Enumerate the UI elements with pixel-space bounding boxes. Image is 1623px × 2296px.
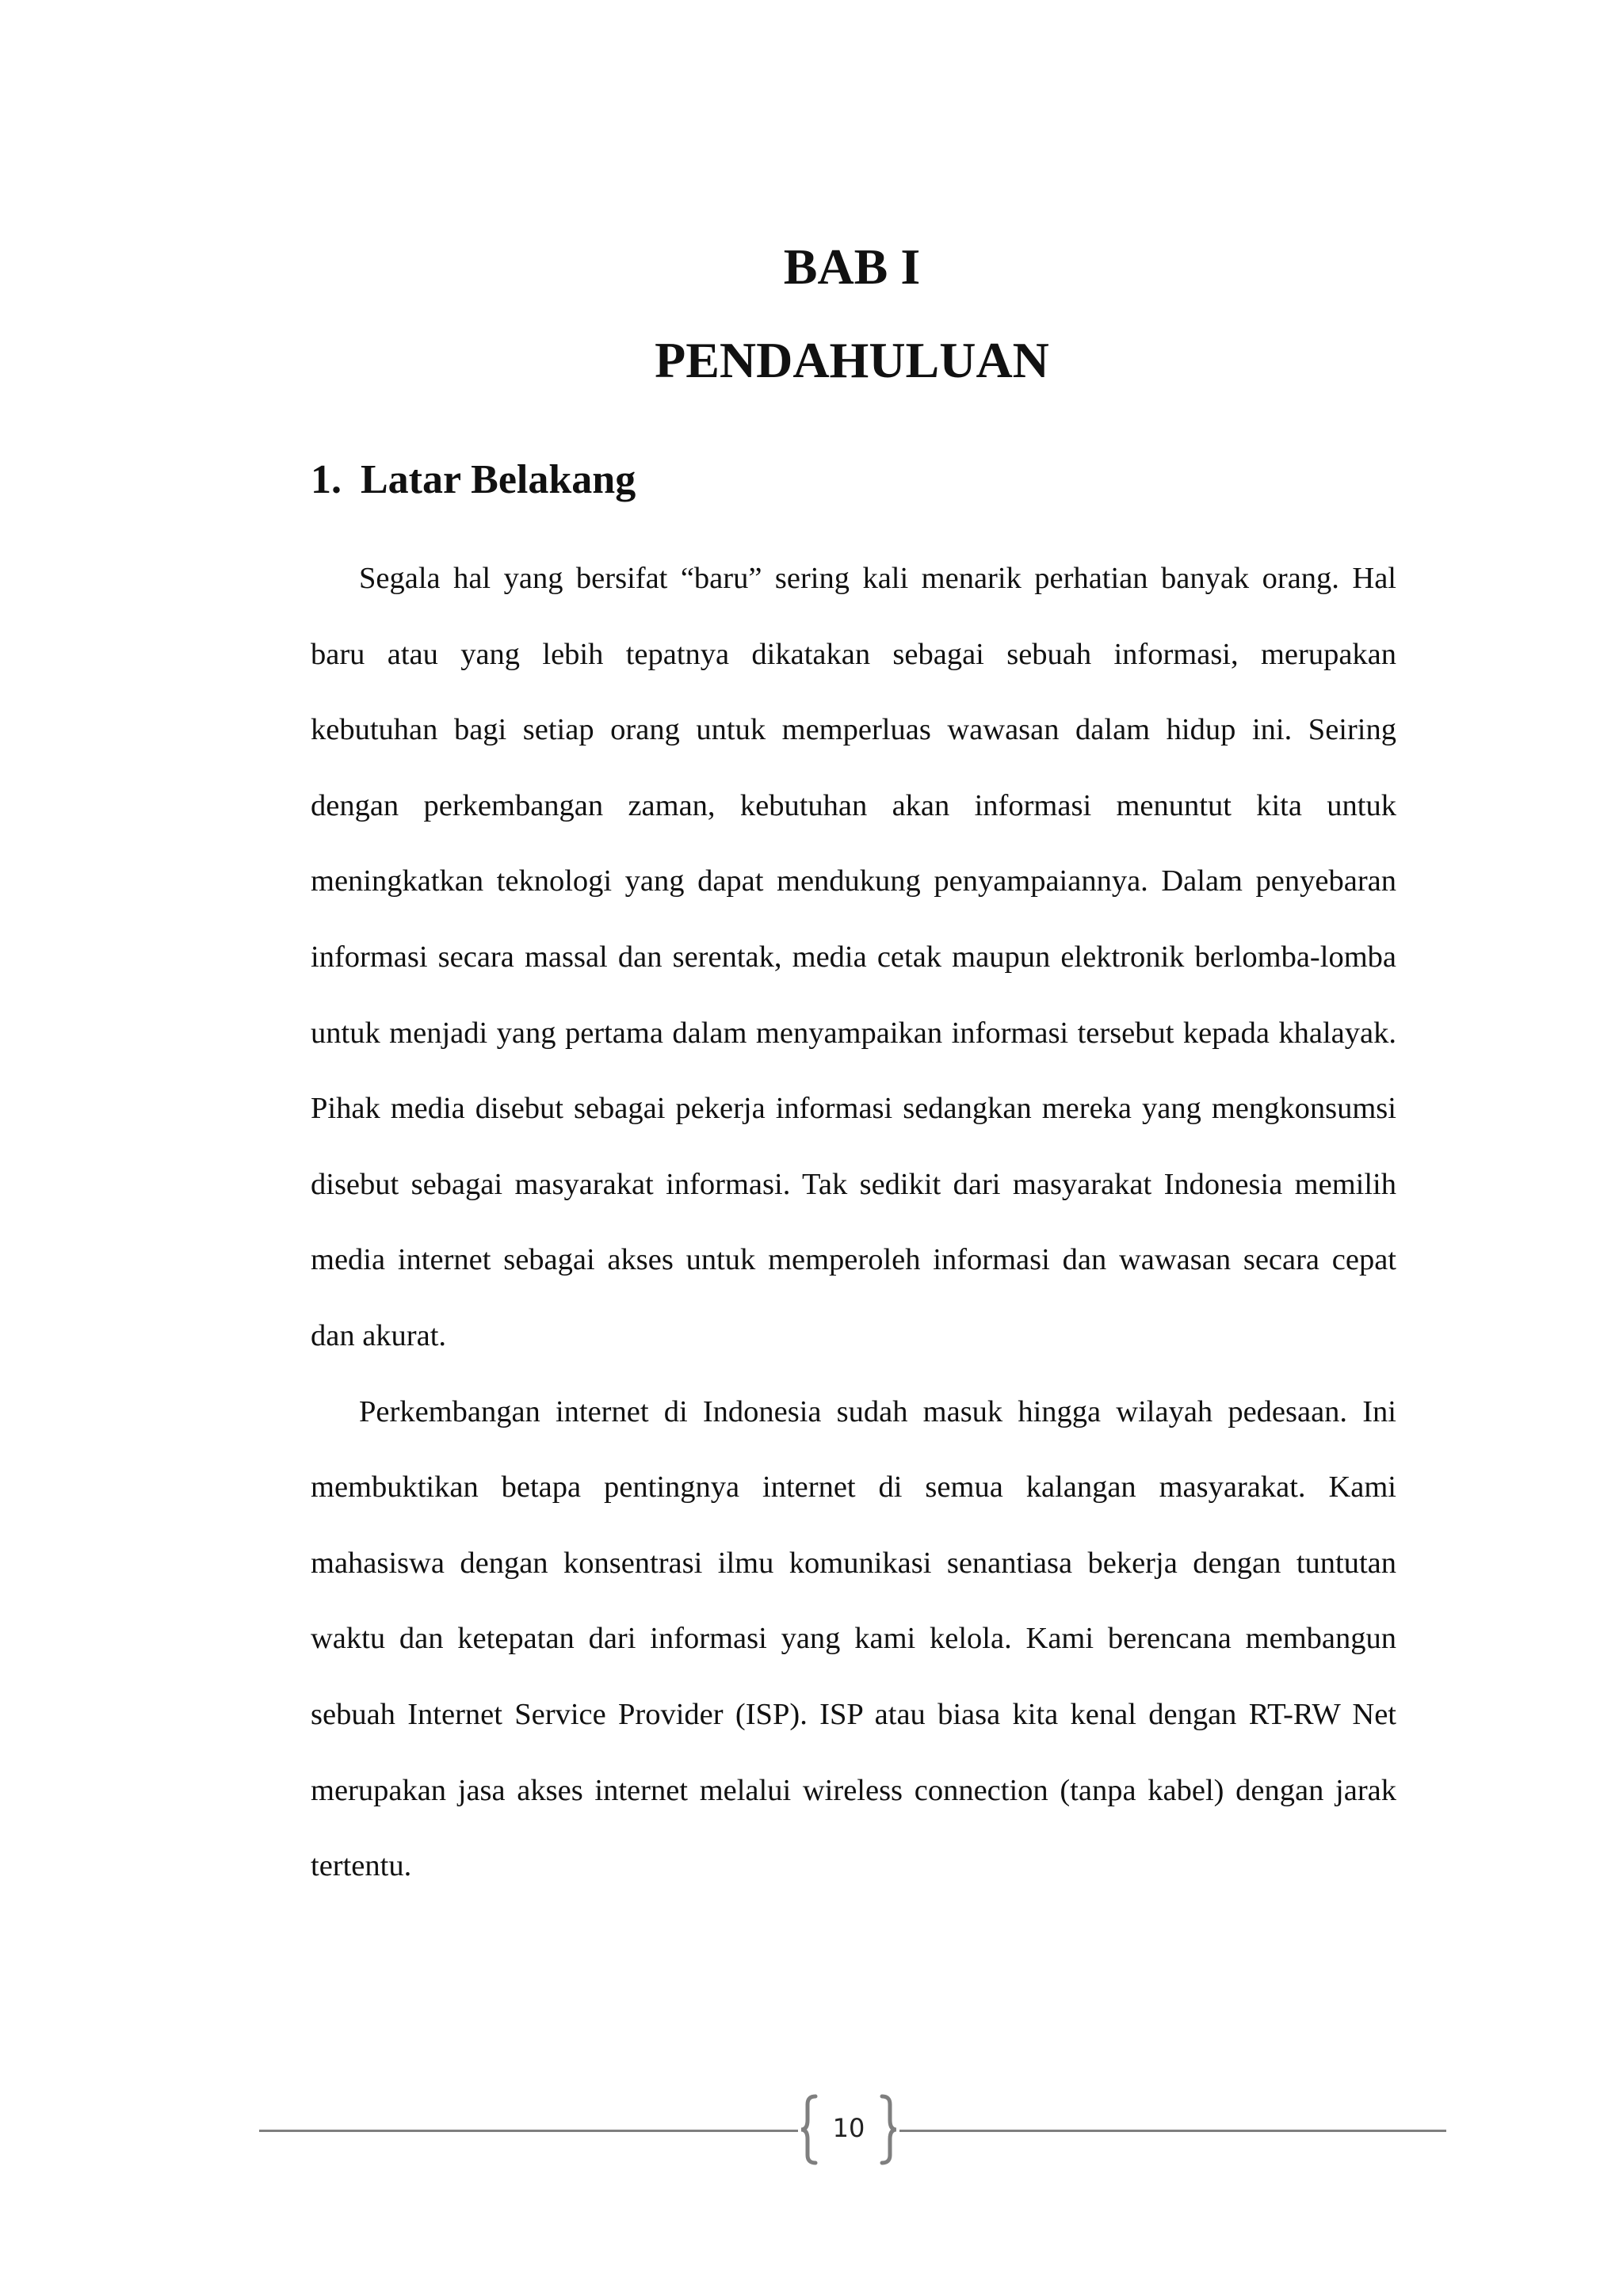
page-footer	[0, 2092, 1623, 2171]
footer-rule-right	[899, 2130, 1446, 2132]
chapter-title: PENDAHULUAN	[655, 332, 1049, 388]
section-heading	[311, 450, 636, 510]
chapter-number: BAB I	[783, 238, 921, 295]
paragraph: Segala hal yang bersifat “baru” sering kali menarik perhatian banyak orang. Hal baru atau yang lebih tepatnya dikatakan sebagai sebuah informasi, merupakan kebutuhan bagi setiap orang untuk memperluas wawasan dalam hidup ini. Seiring dengan perkembangan zaman, kebutuhan akan informasi menuntut kita untuk meningkatkan teknologi yang dapat mendukung penyampaiannya. Dalam penyebaran informasi secara massal dan serentak, media cetak maupun elektronik berlomba-lomba untuk menjadi yang pertama dalam menyampaikan informasi tersebut kepada khalayak. Pihak media disebut sebagai pekerja informasi sedangkan mereka yang mengkonsumsi disebut sebagai masyarakat informasi. Tak sedikit dari masyarakat Indonesia memilih media internet sebagai akses untuk memperoleh informasi dan wawasan secara cepat dan akurat.	[311, 562, 1396, 1352]
section-title: Latar Belakang	[361, 457, 636, 502]
page-number-bracket	[798, 2092, 899, 2168]
paragraph: Perkembangan internet di Indonesia sudah masuk hingga wilayah pedesaan. Ini membuktikan betapa pentingnya internet di semua kalangan masyarakat. Kami mahasiswa dengan konsentrasi ilmu komunikasi senantiasa bekerja dengan tuntutan waktu dan ketepatan dari informasi yang kami kelola. Kami berencana membangun sebuah Internet Service Provider (ISP). ISP atau biasa kita kenal dengan RT-RW Net merupakan jasa akses internet melalui wireless connection (tanpa kabel) dengan jarak tertentu.	[311, 1394, 1396, 1883]
page-number: 10	[832, 2113, 865, 2143]
body-text	[311, 541, 1396, 1905]
section-number: 1.	[311, 457, 342, 502]
footer-rule-left	[259, 2130, 798, 2132]
